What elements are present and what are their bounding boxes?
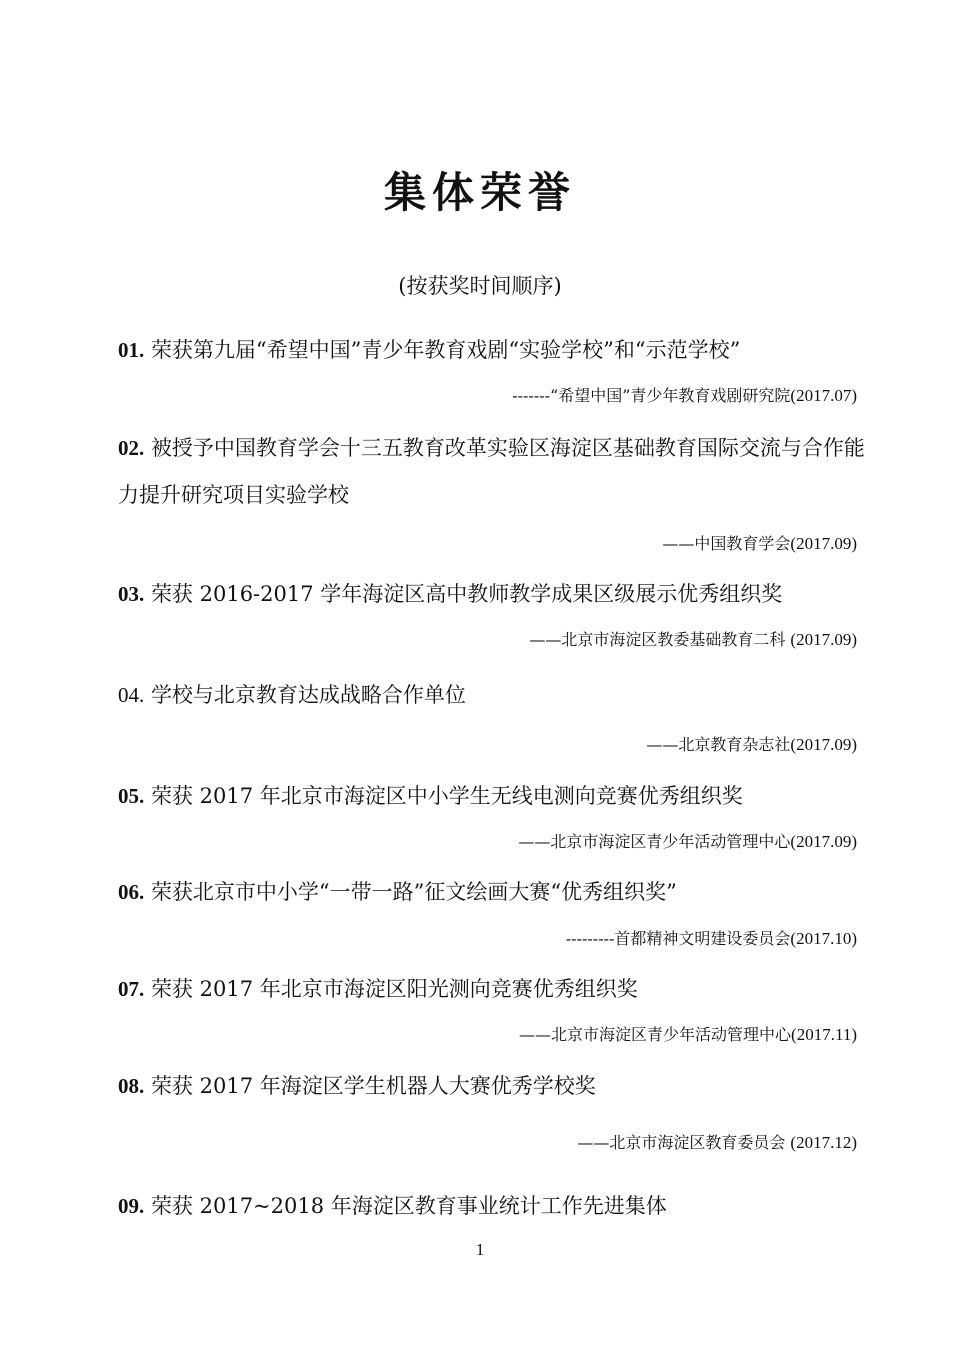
award-date: (2017.11) bbox=[791, 1025, 857, 1044]
award-text: 学校与北京教育达成战略合作单位 bbox=[150, 683, 466, 707]
award-source bbox=[512, 384, 857, 408]
award-source-org: ——北京教育杂志社 bbox=[646, 735, 791, 754]
award-number: 04. bbox=[118, 683, 145, 707]
award-line bbox=[118, 1183, 878, 1230]
award-number: 06. bbox=[118, 880, 145, 904]
award-number: 05. bbox=[118, 784, 145, 808]
award-line bbox=[118, 869, 878, 916]
award-text: 荣获 2017 年北京市海淀区中小学生无线电测向竞赛优秀组织奖 bbox=[150, 784, 743, 808]
page-number: 1 bbox=[475, 1240, 485, 1259]
award-text: 被授予中国教育学会十三五教育改革实验区海淀区基础教育国际交流与合作能力提升研究项目实验学校 bbox=[118, 436, 865, 507]
award-source bbox=[577, 1131, 857, 1155]
award-line bbox=[118, 571, 878, 618]
award-date: (2017.12) bbox=[790, 1133, 857, 1152]
award-date: (2017.09) bbox=[790, 832, 857, 851]
award-source-org: ——北京市海淀区教委基础教育二科 bbox=[529, 630, 791, 649]
award-number: 08. bbox=[118, 1074, 145, 1098]
award-source bbox=[518, 830, 857, 854]
award-text: 荣获第九届“希望中国”青少年教育戏剧“实验学校”和“示范学校” bbox=[150, 338, 741, 362]
award-number: 03. bbox=[118, 582, 145, 606]
award-line bbox=[118, 966, 878, 1013]
award-source-org: ---------首都精神文明建设委员会 bbox=[565, 929, 791, 948]
award-source-org: ——北京市海淀区教育委员会 bbox=[577, 1133, 791, 1152]
award-date: (2017.10) bbox=[790, 929, 857, 948]
award-date: (2017.07) bbox=[790, 386, 857, 405]
award-text: 荣获北京市中小学“一带一路”征文绘画大赛“优秀组织奖” bbox=[150, 880, 677, 904]
award-text: 荣获 2017 年海淀区学生机器人大赛优秀学校奖 bbox=[150, 1074, 596, 1098]
award-source bbox=[529, 628, 857, 652]
award-number: 01. bbox=[118, 338, 145, 362]
page-title: 集体荣誉 bbox=[383, 168, 576, 217]
award-source bbox=[566, 927, 857, 951]
award-source bbox=[662, 532, 857, 556]
award-source-org: ——北京市海淀区青少年活动管理中心 bbox=[518, 832, 791, 851]
award-source bbox=[519, 1023, 857, 1047]
award-text: 荣获 2017 年北京市海淀区阳光测向竞赛优秀组织奖 bbox=[150, 977, 638, 1001]
award-line bbox=[118, 1063, 878, 1110]
award-date: (2017.09) bbox=[790, 630, 857, 649]
award-source-org: ——北京市海淀区青少年活动管理中心 bbox=[519, 1025, 792, 1044]
award-source-org: ——中国教育学会 bbox=[662, 534, 791, 553]
award-line bbox=[118, 773, 878, 820]
award-source bbox=[646, 733, 857, 757]
award-number: 02. bbox=[118, 436, 145, 460]
award-line bbox=[118, 672, 878, 719]
award-date: (2017.09) bbox=[790, 534, 857, 553]
page-subtitle: (按获奖时间顺序) bbox=[398, 274, 562, 298]
award-line bbox=[118, 425, 878, 519]
award-number: 09. bbox=[118, 1194, 145, 1218]
award-date: (2017.09) bbox=[790, 735, 857, 754]
award-line bbox=[118, 327, 878, 374]
award-number: 07. bbox=[118, 977, 145, 1001]
award-text: 荣获 2016-2017 学年海淀区高中教师教学成果区级展示优秀组织奖 bbox=[150, 582, 783, 606]
award-source-org: -------“希望中国”青少年教育戏剧研究院 bbox=[512, 386, 791, 405]
award-text: 荣获 2017~2018 年海淀区教育事业统计工作先进集体 bbox=[150, 1194, 667, 1218]
